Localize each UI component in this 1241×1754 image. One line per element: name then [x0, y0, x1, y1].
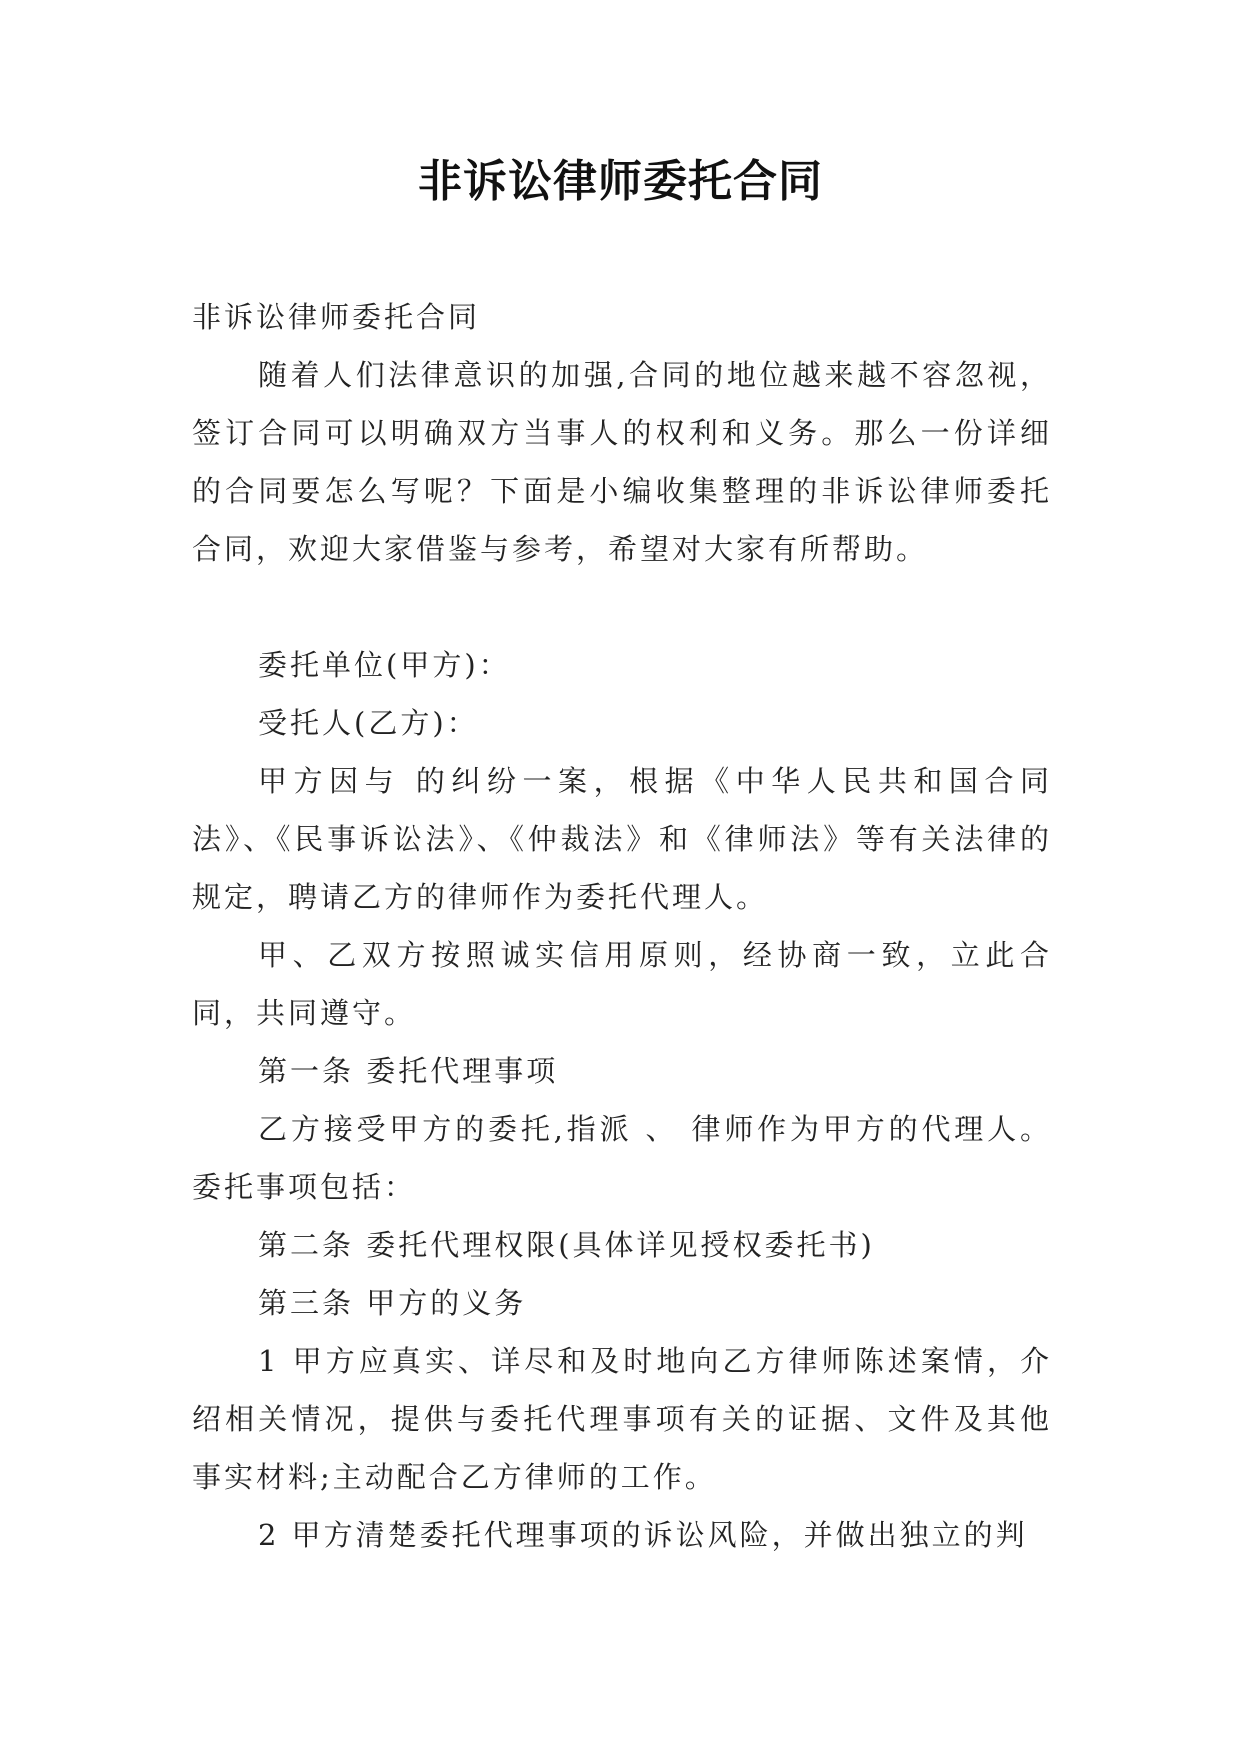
article1-heading: 第一条 委托代理事项: [258, 1054, 559, 1088]
intro-paragraph: 随着人们法律意识的加强,合同的地位越来越不容忽视，签订合同可以明确双方当事人的权利和义务。那么一份详细的合同要怎么写呢？下面是小编收集整理的非诉讼律师委托合同，欢迎大家借鉴与参考，希望对大家有所帮助。: [192, 358, 1052, 566]
document-body: [192, 288, 1052, 1564]
document-title: 非诉讼律师委托合同: [418, 156, 823, 207]
party-a-line: 委托单位(甲方)：: [258, 648, 511, 682]
article3-item-1: 1 甲方应真实、详尽和及时地向乙方律师陈述案情，介绍相关情况，提供与委托代理事项有关的证据、文件及其他事实材料;主动配合乙方律师的工作。: [192, 1344, 1052, 1494]
article3-item-2: 2 甲方清楚委托代理事项的诉讼风险，并做出独立的判: [258, 1518, 1028, 1552]
article1-paragraph: 乙方接受甲方的委托,指派 、 律师作为甲方的代理人。委托事项包括：: [192, 1112, 1052, 1204]
article3-heading: 第三条 甲方的义务: [258, 1286, 527, 1320]
agreement-paragraph: 甲、乙双方按照诚实信用原则，经协商一致，立此合同，共同遵守。: [192, 938, 1052, 1030]
paragraph-spacer: [192, 578, 1052, 636]
document-subtitle: 非诉讼律师委托合同: [192, 300, 481, 334]
preamble-paragraph: 甲方因与 的纠纷一案，根据《中华人民共和国合同法》、《民事诉讼法》、《仲裁法》和《律师法》等有关法律的规定，聘请乙方的律师作为委托代理人。: [192, 764, 1052, 914]
party-b-line: 受托人(乙方)：: [258, 706, 479, 740]
article2-heading: 第二条 委托代理权限(具体详见授权委托书): [258, 1228, 875, 1262]
